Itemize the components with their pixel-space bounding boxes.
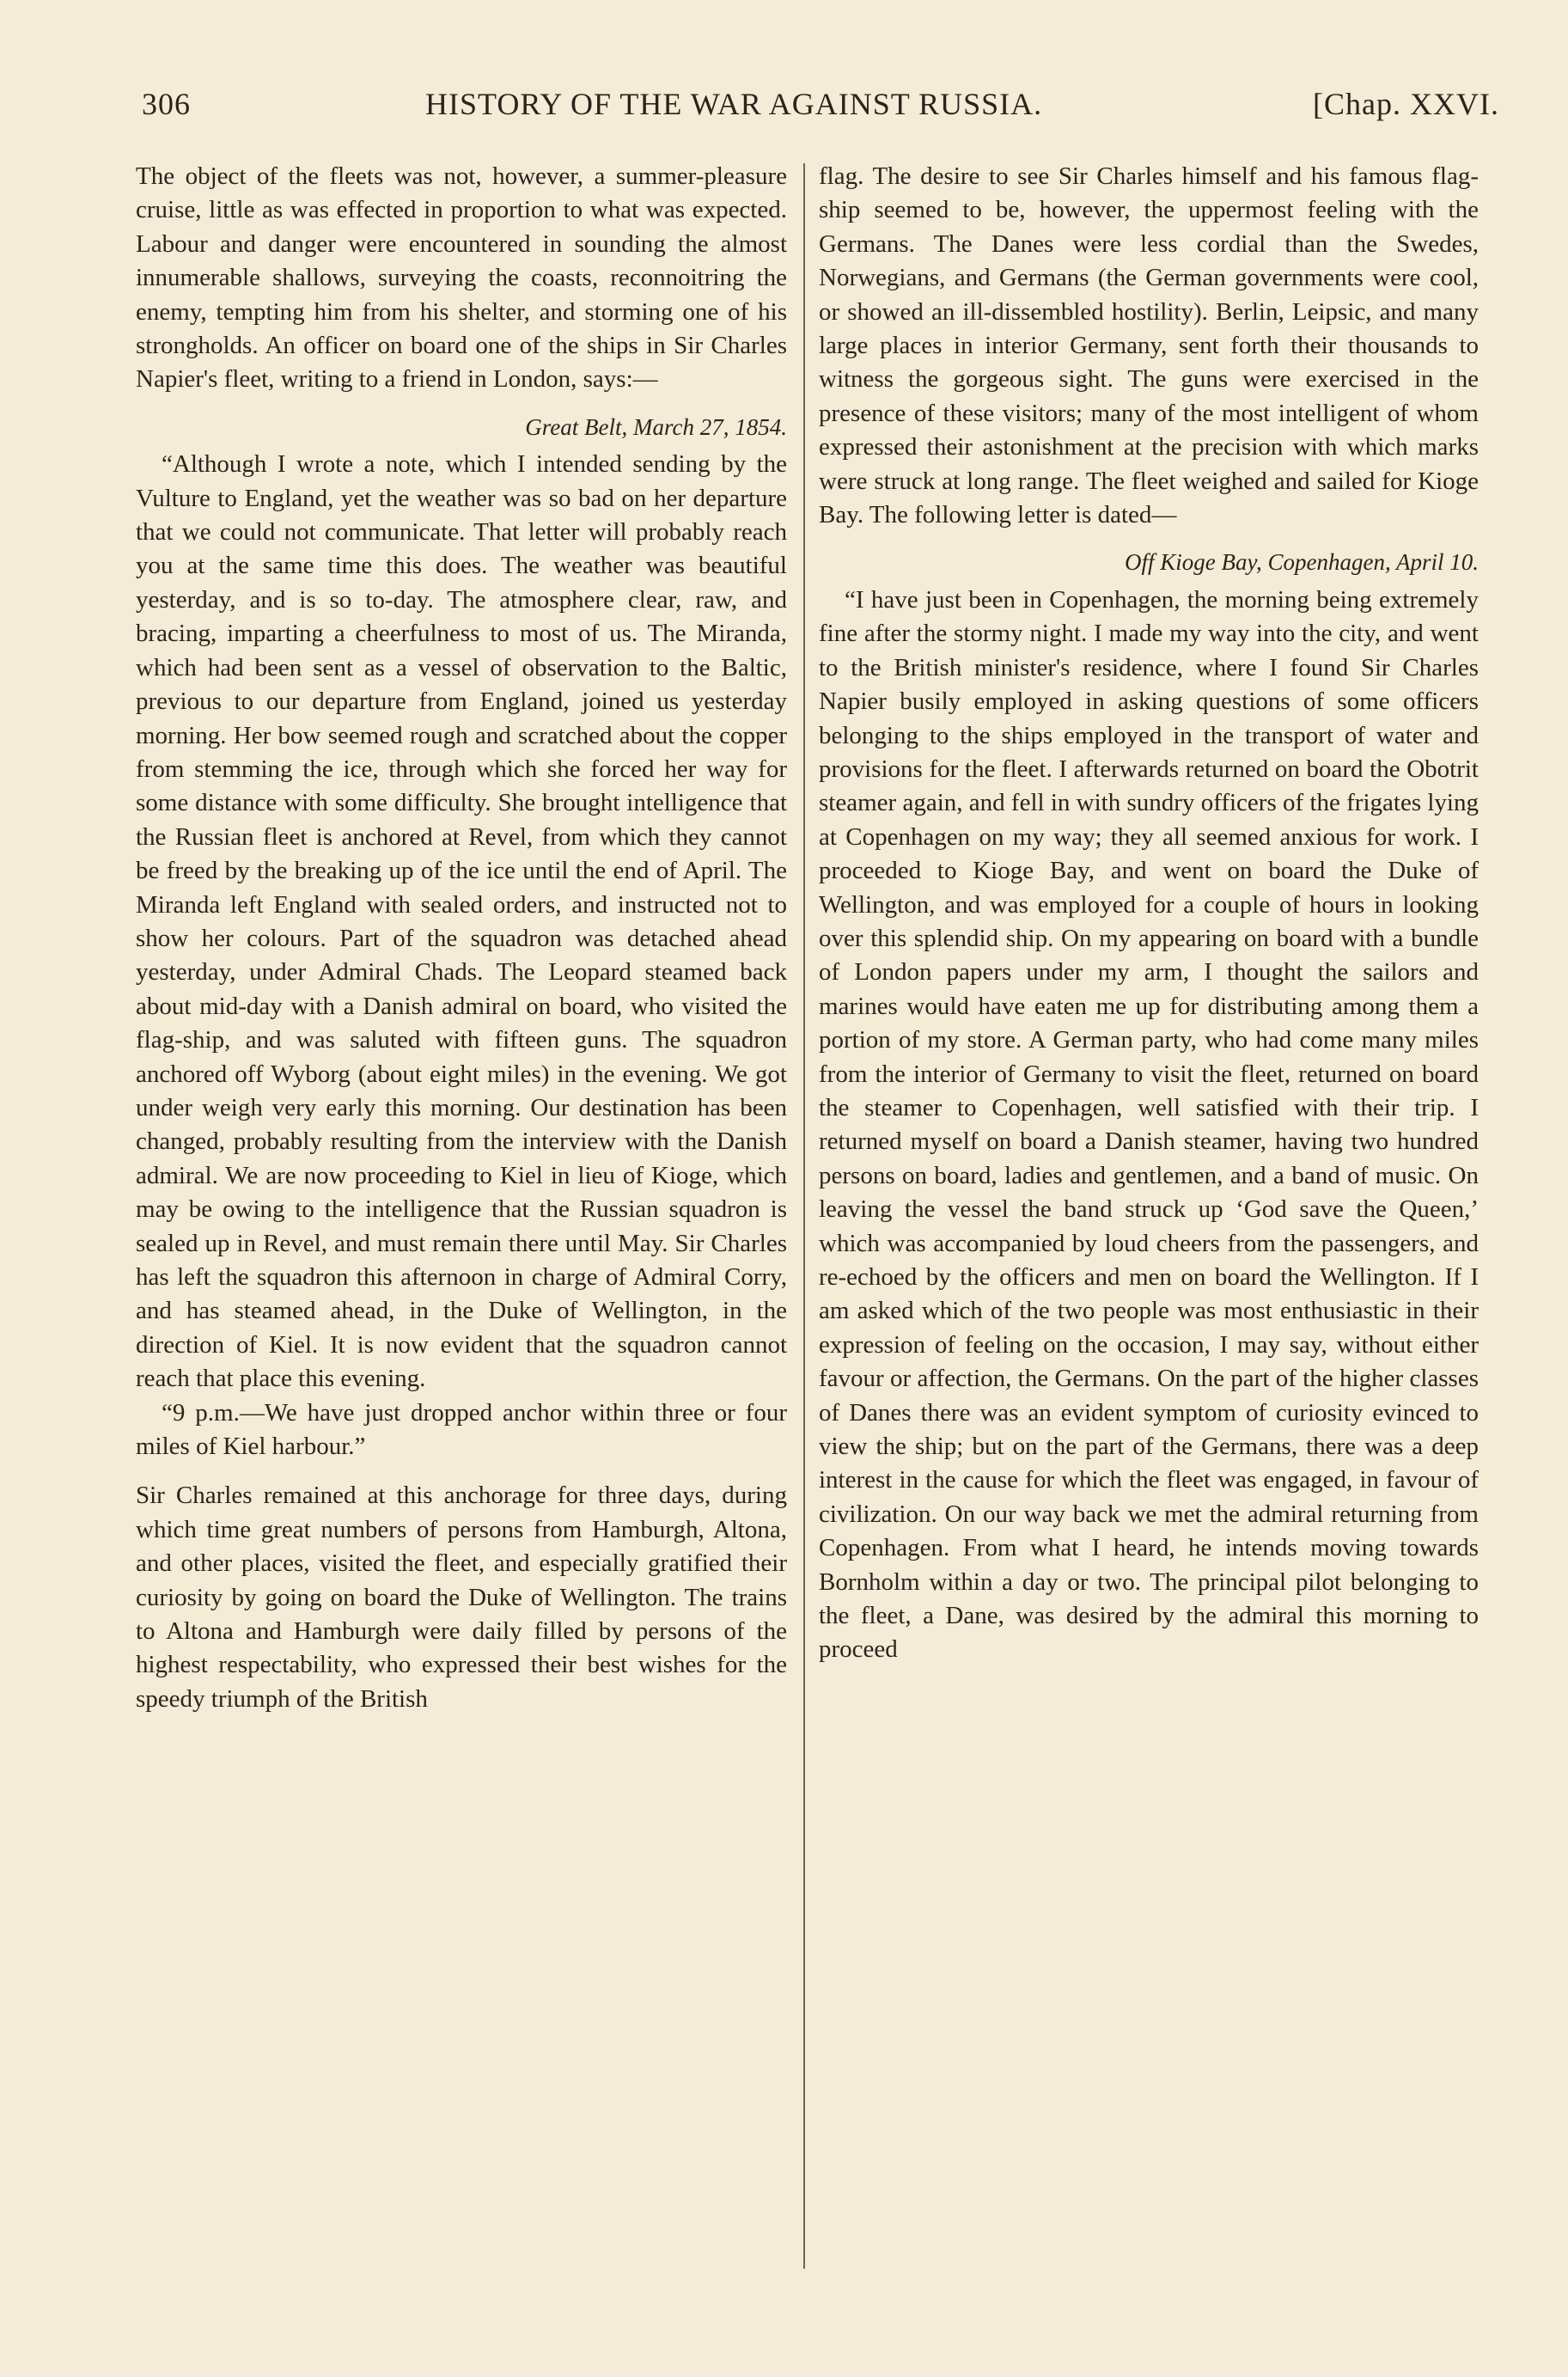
letter-dateline: Great Belt, March 27, 1854. (525, 413, 787, 440)
chapter-label: [Chap. XXVI. (1313, 87, 1499, 121)
paragraph: flag. The desire to see Sir Charles himself and his famous flag-ship seemed to be, however, the uppermost feeling with the Germans. The Danes were less cordial than the Swedes, Norwegians, and Germans (the German governments were cool, or showed an ill-dissembled hostility). Berlin, Leipsic, and many large places in interior Germany, sent forth their thousands to witness the gorgeous sight. The guns were exercised in the presence of these visitors; many of the most intelligent of whom expressed their astonishment at the precision with which marks were struck at long range. The fleet weighed and sailed for Kioge Bay. The following letter is dated— (819, 162, 1479, 529)
letter-paragraph: “I have just been in Copenhagen, the morning being extremely fine after the stormy night. I made my way into the city, and went to the British minister's residence, where I found Sir Charles Napier busily employed in asking questions of some officers belonging to the ships employed in the transport of water and provisions for the fleet. I afterwards returned on board the Obotrit steamer again, and fell in with sundry officers of the frigates lying at Copenhagen on my way; they all seemed anxious for work. I proceeded to Kioge Bay, and went on board the Duke of Wellington, and was employed for a couple of hours in looking over this splendid ship. On my appearing on board with a bundle of London papers under my arm, I thought the sailors and marines would have eaten me up for distributing among them a portion of my store. A German party, who had come many miles from the interior of Germany to visit the fleet, returned on board the steamer to Copenhagen, well satisfied with their trip. I returned myself on board a Danish steamer, having two hundred persons on board, ladies and gentlemen, and a band of music. On leaving the vessel the band struck up ‘God save the Queen,’ which was accompanied by loud cheers from the passengers, and re-echoed by the officers and men on board the Wellington. If I am asked which of the two people was most enthusiastic in their expression of feeling on the occasion, I may say, without either favour or affection, the Germans. On the part of the higher classes of Danes there was an evident symptom of curiosity evinced to view the ship; but on the part of the Germans, there was a deep interest in the cause for which the fleet was engaged, in favour of civilization. On our way back we met the admiral returning from Copenhagen. From what I heard, he intends moving towards Bornholm within a day or two. The principal pilot belonging to the fleet, a Dane, was desired by the admiral this morning to proceed (819, 585, 1479, 1664)
paragraph: Sir Charles remained at this anchorage for three days, during which time great numbers of persons from Hamburgh, Altona, and other places, visited the fleet, and especially gratified their curiosity by going on board the Duke of Wellington. The trains to Altona and Hamburgh were daily filled by persons of the highest respectability, who expressed their best wishes for the speedy triumph of the British (136, 1482, 787, 1713)
page-number: 306 (142, 87, 191, 121)
left-column (136, 160, 787, 1716)
letter-postscript: “9 p.m.—We have just dropped anchor within three or four miles of Kiel harbour.” (136, 1398, 787, 1461)
column-divider (803, 163, 805, 2269)
letter-dateline: Off Kioge Bay, Copenhagen, April 10. (1125, 549, 1479, 576)
letter-paragraph: “Although I wrote a note, which I intended sending by the Vulture to England, yet the weather was so bad on her departure that we could not communicate. That letter will probably reach you at the same time this does. The weather was beautiful yesterday, and is so to-day. The atmosphere clear, raw, and bracing, imparting a cheerfulness to most of us. The Miranda, which had been sent as a vessel of observation to the Baltic, previous to our departure from England, joined us yesterday morning. Her bow seemed rough and scratched about the copper from stemming the ice, through which she forced her way for some distance with some difficulty. She brought intelligence that the Russian fleet is anchored at Revel, from which they cannot be freed by the breaking up of the ice until the end of April. The Miranda left England with sealed orders, and instructed not to show her colours. Part of the squadron was detached ahead yesterday, under Admiral Chads. The Leopard steamed back about mid-day with a Danish admiral on board, who visited the flag-ship, and was saluted with fifteen guns. The squadron anchored off Wyborg (about eight miles) in the evening. We got under weigh very early this morning. Our destination has been changed, probably resulting from the interview with the Danish admiral. We are now proceeding to Kiel in lieu of Kioge, which may be owing to the intelligence that the Russian squadron is sealed up in Revel, and must remain there until May. Sir Charles has left the squadron this afternoon in charge of Admiral Corry, and has steamed ahead, in the Duke of Wellington, in the direction of Kiel. It is now evident that the squadron cannot reach that place this evening. (136, 450, 787, 1393)
running-header (142, 86, 1499, 129)
paragraph: The object of the fleets was not, however, a summer-pleasure cruise, little as was effected in proportion to what was expected. Labour and danger were encountered in sounding the almost innumerable shallows, surveying the coasts, reconnoitring the enemy, tempting him from his shelter, and storming one of his strongholds. An officer on board one of the ships in Sir Charles Napier's fleet, writing to a friend in London, says:— (136, 162, 787, 394)
running-title: HISTORY OF THE WAR AGAINST RUSSIA. (425, 87, 1043, 121)
right-column (819, 160, 1479, 1667)
